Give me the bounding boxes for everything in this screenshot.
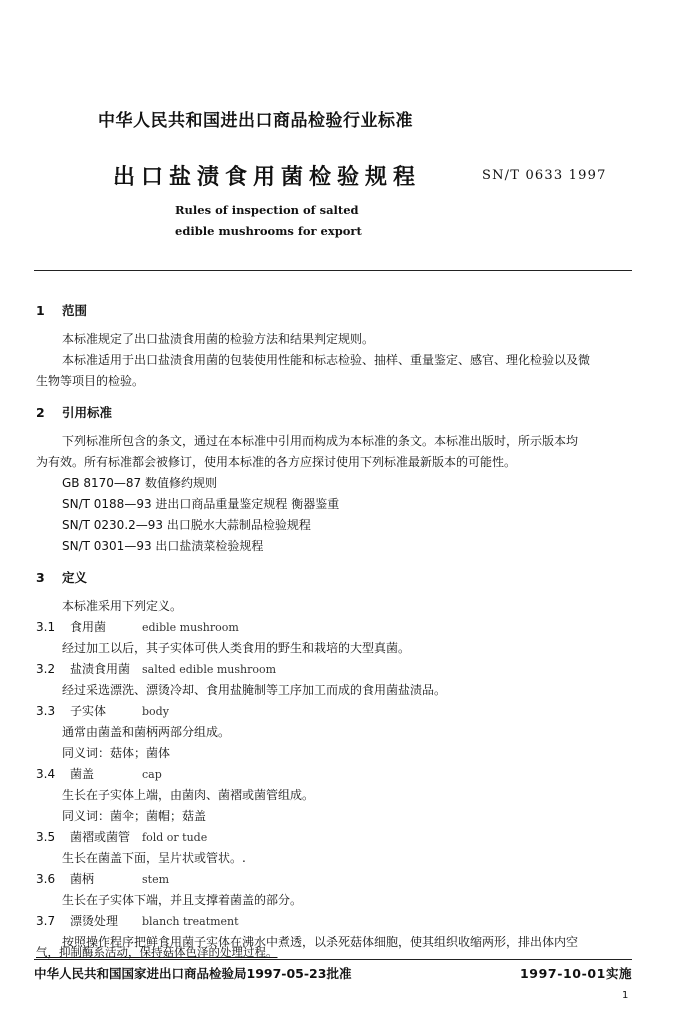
definition-term: 盐渍食用菌 [70, 662, 131, 676]
definition-number: 3.4 [36, 767, 56, 781]
definition-body: 经过采选漂洗、漂烫冷却、食用盐腌制等工序加工而成的食用菌盐渍品。 [62, 683, 447, 697]
section-title: 定义 [62, 570, 88, 585]
section-3-intro: 本标准采用下列定义。 [62, 599, 183, 613]
definition-term-english: body [142, 705, 169, 718]
section-1-paragraph-1: 本标准规定了出口盐渍食用菌的检验方法和结果判定规则。 [62, 332, 375, 346]
definition-number: 3.7 [36, 914, 56, 928]
reference-standard: GB 8170—87 数值修约规则 [62, 476, 217, 490]
definition-synonyms: 同义词：菌伞；菌帽；菇盖 [62, 809, 207, 823]
section-number: 2 [36, 405, 45, 420]
definition-term: 漂烫处理 [70, 914, 119, 928]
standard-number: SN/T 0633 1997 [482, 168, 607, 183]
page-number: 1 [622, 990, 629, 1001]
header-divider [34, 270, 632, 271]
section-1-paragraph-2-line-2: 生物等项目的检验。 [36, 374, 145, 388]
definition-term-english: cap [142, 768, 162, 781]
definition-term: 子实体 [70, 704, 107, 718]
reference-standard: SN/T 0230.2—93 出口脱水大蒜制品检验规程 [62, 518, 311, 532]
footer-divider [34, 959, 632, 960]
definition-heading [36, 702, 169, 719]
definition-term: 菌褶或菌管 [70, 830, 131, 844]
section-number: 3 [36, 570, 45, 585]
definition-term-english: fold or tude [142, 831, 208, 844]
definition-heading [36, 870, 169, 887]
standard-category-header: 中华人民共和国进出口商品检验行业标准 [98, 111, 413, 131]
document-title: 出口盐渍食用菌检验规程 [113, 165, 422, 190]
definition-body-line-2: 气，抑制酶系活动，保持菇体色泽的处理过程。 [36, 945, 278, 959]
definition-body: 经过加工以后，其子实体可供人类食用的野生和栽培的大型真菌。 [62, 641, 411, 655]
section-number: 1 [36, 303, 45, 318]
effective-date: 1997-10-01实施 [520, 966, 633, 981]
definition-body: 生长在菌盖下面，呈片状或管状。. [62, 851, 246, 865]
section-3-heading [36, 568, 87, 586]
definition-heading [36, 828, 207, 845]
definition-term: 菌盖 [70, 767, 95, 781]
english-title-line-1: Rules of inspection of salted [175, 203, 359, 217]
section-2-paragraph-line-1: 下列标准所包含的条文，通过在本标准中引用而构成为本标准的条文。本标准出版时，所示版本均 [62, 434, 579, 448]
definition-heading [36, 912, 239, 929]
definition-synonyms: 同义词：菇体；菌体 [62, 746, 171, 760]
definition-number: 3.5 [36, 830, 56, 844]
definition-term-english: edible mushroom [142, 621, 239, 634]
definition-body: 生长在子实体上端，由菌肉、菌褶或菌管组成。 [62, 788, 315, 802]
definition-number: 3.6 [36, 872, 56, 886]
definition-heading [36, 618, 239, 635]
definition-term-english: blanch treatment [142, 915, 239, 928]
section-1-heading [36, 301, 87, 319]
definition-term-english: stem [142, 873, 170, 886]
definition-term: 食用菌 [70, 620, 107, 634]
section-2-heading [36, 403, 112, 421]
definition-body-line-1: 按照操作程序把鲜食用菌子实体在沸水中煮透，以杀死菇体细胞，使其组织收缩两形，排出体内空 [62, 935, 579, 949]
section-title: 引用标准 [62, 405, 113, 420]
definition-number: 3.2 [36, 662, 56, 676]
definition-heading [36, 660, 276, 677]
section-2-paragraph-line-2: 为有效。所有标准都会被修订，使用本标准的各方应探讨使用下列标准最新版本的可能性。 [36, 455, 517, 469]
english-title-line-2: edible mushrooms for export [175, 224, 362, 238]
definition-heading [36, 765, 162, 782]
definition-body: 通常由菌盖和菌柄两部分组成。 [62, 725, 231, 739]
reference-standard: SN/T 0301—93 出口盐渍菜检验规程 [62, 539, 264, 553]
definition-term-english: salted edible mushroom [142, 663, 277, 676]
section-1-paragraph-2-line-1: 本标准适用于出口盐渍食用菌的包装使用性能和标志检验、抽样、重量鉴定、感官、理化检验以及微 [62, 353, 591, 367]
definition-term: 菌柄 [70, 872, 95, 886]
section-title: 范围 [62, 303, 88, 318]
definition-body: 生长在子实体下端，并且支撑着菌盖的部分。 [62, 893, 303, 907]
definition-number: 3.1 [36, 620, 56, 634]
reference-standard: SN/T 0188—93 进出口商品重量鉴定规程 衡器鉴重 [62, 497, 340, 511]
approval-statement: 中华人民共和国国家进出口商品检验局1997-05-23批准 [34, 966, 352, 981]
definition-number: 3.3 [36, 704, 56, 718]
